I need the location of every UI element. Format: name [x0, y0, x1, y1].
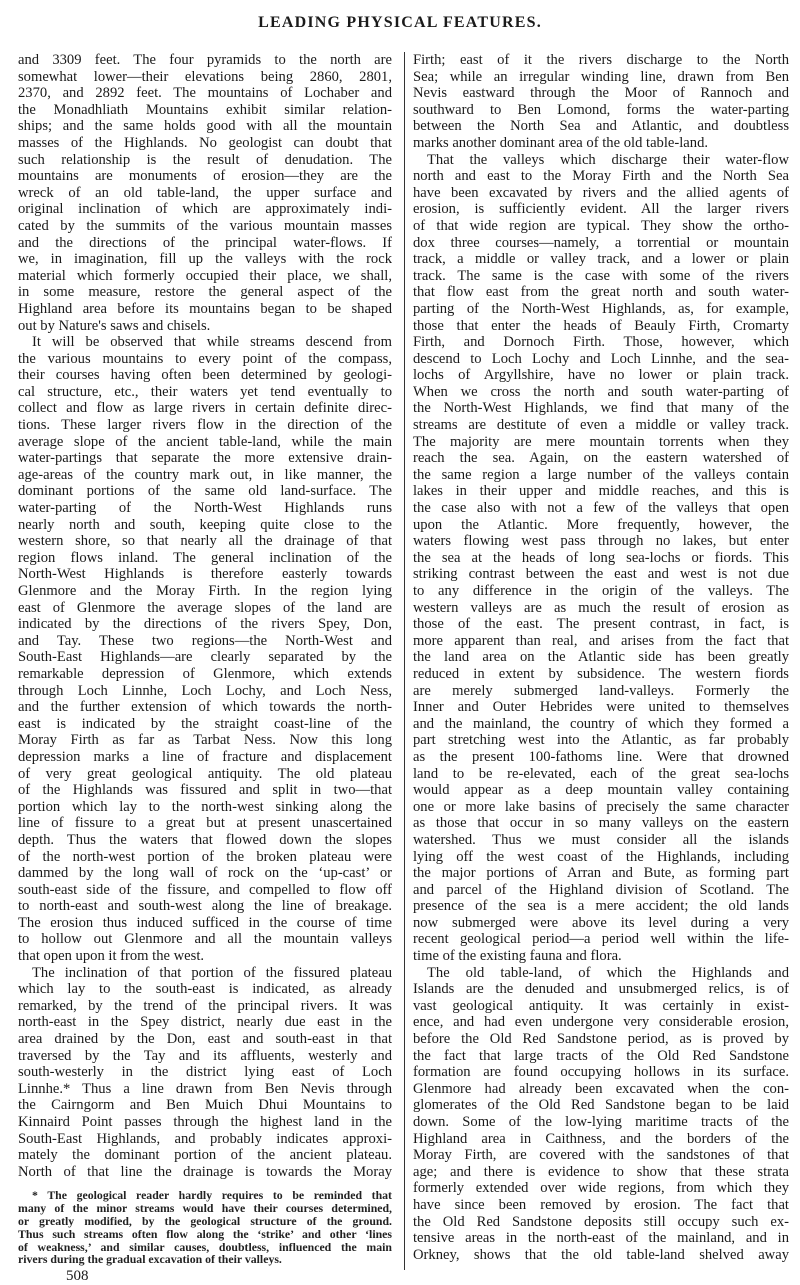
text-line: ence, and had even undergone very considerable erosion,: [413, 1014, 789, 1031]
text-line: dammed by the long wall of rock on the ‘up-cast’ or: [18, 865, 392, 882]
text-line: southward to Ben Lomond, forms the water-parting: [413, 101, 789, 118]
text-line: South-East Highlands, and probably indicates approxi-: [18, 1130, 392, 1147]
text-line: The inclination of that portion of the fissured plateau: [32, 964, 392, 981]
footnote-line: or greatly modified, by the geological structure of the ground.: [18, 1214, 392, 1228]
text-line: reduced in extent by subsidence. The western fiords: [413, 665, 789, 682]
text-line: somewhat lower—their elevations being 2860, 2801,: [18, 68, 392, 85]
text-line: striking contrast between the east and west is not due: [413, 566, 789, 583]
text-line: 2370, and 2892 feet. The mountains of Lochaber and: [18, 85, 392, 102]
text-line: and Tay. These two regions—the North-West and: [18, 632, 392, 649]
text-line: tensive areas in the north-east of the mainland, and in: [413, 1230, 789, 1247]
text-line: time of the existing fauna and flora.: [413, 948, 622, 965]
paragraph: [413, 52, 789, 152]
text-line: of the Highlands was fissured and split in two—that: [18, 782, 392, 799]
text-line: the Cairngorm and Ben Muich Dhui Mountains to: [18, 1097, 392, 1114]
text-line: which lay to the south-east is indicated, as already: [18, 981, 392, 998]
running-header: LEADING PHYSICAL FEATURES.: [258, 14, 542, 31]
text-line: south-westerly in the district lying east of Loch: [18, 1064, 392, 1081]
text-line: The erosion thus induced sufficed in the course of time: [18, 914, 392, 931]
text-line: more apparent than real, and arises from the fact that: [413, 632, 789, 649]
text-line: down. Some of the low-lying maritime tracts of the: [413, 1114, 789, 1130]
text-line: and the further extension of which towards the north-: [18, 699, 392, 716]
text-line: before the Old Red Sandstone period, as is proved by: [413, 1031, 789, 1048]
text-line: Glenmore had already been excavated when the con-: [413, 1080, 789, 1097]
text-line: average slope of the ancient table-land, while the main: [18, 433, 392, 450]
text-line: tions. These larger rivers flow in the direction of the: [18, 417, 392, 434]
text-line: line of fissure to a great but at present unascertained: [18, 815, 392, 832]
text-line: Firth; east of it the rivers discharge to the North: [413, 52, 789, 68]
text-line: mountains are monuments of erosion—they are the: [18, 168, 392, 185]
text-line: cated by the summits of the various mountain masses: [18, 217, 392, 234]
text-line: lakes in their upper and middle reaches, and this is: [413, 483, 789, 500]
text-line: Firth, and Dornoch Firth. Those, however, which: [413, 334, 789, 351]
text-line: South-East Highlands—are clearly separated by the: [18, 649, 392, 666]
text-line: between the North Sea and Atlantic, and doubtless: [413, 118, 789, 135]
text-line: nearly north and south, keeping quite close to the: [18, 516, 392, 533]
text-line: Nevis eastward through the Moor of Rannoch and: [413, 85, 789, 102]
text-line: have since been removed by erosion. The fact that: [413, 1196, 789, 1213]
text-line: Moray Firth, are covered with the sandstones of that: [413, 1147, 789, 1164]
text-line: and parcel of the Highland division of Scotland. The: [413, 881, 789, 898]
text-line: original inclination of which are approximately indi-: [18, 201, 392, 218]
text-line: lying off the west coast of the Highlands, including: [413, 848, 789, 865]
text-line: to north-east and south-west along the line of breakage.: [18, 898, 392, 915]
text-line: out by Nature's saws and chisels.: [18, 317, 211, 334]
left-column: [18, 52, 392, 1180]
text-line: the sea at the heads of long sea-lochs or fiords. This: [413, 549, 789, 566]
text-line: Moray Firth as far as Tarbat Ness. Now this long: [18, 732, 392, 749]
footnote-line: of weakness,’ and similar causes, doubtless, influenced the main: [18, 1240, 392, 1254]
paragraph: [18, 52, 392, 334]
text-line: south-east side of the fissure, and compelled to flow off: [18, 881, 392, 898]
text-line: the North-West Highlands, we find that many of the: [413, 400, 789, 417]
text-line: traversed by the Tay and its affluents, westerly and: [18, 1047, 392, 1064]
text-line: vast geological antiquity. It was certainly in exist-: [413, 997, 789, 1014]
text-line: depth. Thus the waters that flowed down the slopes: [18, 831, 392, 848]
text-line: Highland area in Caithness, and the borders of the: [413, 1130, 789, 1147]
text-line: water-parting of the North-West Highlands runs: [18, 500, 392, 517]
text-line: erosion, is sufficiently evident. All the larger rivers: [413, 201, 789, 218]
text-line: now submerged were above its level during a very: [413, 914, 789, 931]
text-line: those that enter the heads of Beauly Firth, Cromarty: [413, 317, 789, 334]
text-line: water-partings that separate the more extensive drain-: [18, 450, 392, 467]
text-line: in some measure, restore the general aspect of the: [18, 284, 392, 301]
page-number: 508: [66, 1268, 89, 1284]
text-line: age-areas of the country mark out, in like manner, the: [18, 466, 392, 483]
text-line: east is indicated by the straight coast-line of the: [18, 715, 392, 732]
footnote-line: rivers during the gradual excavation of their valleys.: [18, 1253, 282, 1267]
text-line: reach the sea. Again, on the eastern watershed of: [413, 450, 789, 467]
text-line: descend to Loch Lochy and Loch Linnhe, and the sea-: [413, 350, 789, 367]
text-line: It will be observed that while streams descend from: [32, 334, 392, 351]
text-line: That the valleys which discharge their water-flow: [427, 151, 789, 168]
text-line: cal structure, etc., their waters yet tend eventually to: [18, 383, 392, 400]
text-line: and 3309 feet. The four pyramids to the north are: [18, 52, 392, 68]
text-line: formerly extended over wide regions, from which they: [413, 1180, 789, 1197]
text-line: those of the east. The present contrast, in fact, is: [413, 616, 789, 633]
text-line: age; and there is evidence to show that these strata: [413, 1163, 789, 1180]
text-line: of very great geological antiquity. The old plateau: [18, 765, 392, 782]
text-line: western shore, so that nearly all the drainage of that: [18, 533, 392, 550]
column-divider: [404, 52, 405, 1270]
text-line: remarked, by the trend of the principal rivers. It was: [18, 997, 392, 1014]
footnote-line: * The geological reader hardly requires to be reminded that: [32, 1189, 392, 1202]
footnote-line: Thus such streams often flow along the ‘strike’ and other ‘lines: [18, 1227, 392, 1241]
text-line: are merely submerged land-valleys. Formerly the: [413, 682, 789, 699]
text-line: western valleys are as much the result of erosion as: [413, 599, 789, 616]
text-line: as the present 100-fathoms line. Were that drowned: [413, 748, 789, 765]
text-line: that open upon it from the west.: [18, 948, 205, 965]
footnote-line: many of the minor streams would have their courses determined,: [18, 1201, 392, 1215]
text-line: area drained by the Don, east and south-east in that: [18, 1031, 392, 1048]
text-line: material which formerly occupied their place, we shall,: [18, 267, 392, 284]
text-line: track. The same is the case with some of the rivers: [413, 267, 789, 284]
text-line: collect and flow as large rivers in certain definite direc-: [18, 400, 392, 417]
text-line: the fact that large tracts of the Old Red Sandstone: [413, 1047, 789, 1064]
text-line: have been excavated by rivers and the allied agents of: [413, 184, 789, 201]
text-line: parting of the North-West Highlands, as, for example,: [413, 300, 789, 317]
text-line: North-West Highlands is therefore easterly towards: [18, 566, 392, 583]
text-line: upon the Atlantic. More frequently, however, the: [413, 516, 789, 533]
text-line: wreck of an old table-land, the upper surface and: [18, 184, 392, 201]
text-line: part stretching west into the Atlantic, as far probably: [413, 732, 789, 749]
text-line: north-east in the Spey district, nearly due east in the: [18, 1014, 392, 1031]
text-line: marks another dominant area of the old table-land.: [413, 134, 709, 151]
text-line: the case also with not a few of the valleys that open: [413, 500, 789, 517]
text-line: Kinnaird Point passes through the highest land in the: [18, 1114, 392, 1130]
text-line: that flow east from the great north and south water-: [413, 284, 789, 301]
text-line: masses of the Highlands. No geologist can doubt that: [18, 134, 392, 151]
text-line: Linnhe.* Thus a line drawn from Ben Nevis through: [18, 1080, 392, 1097]
text-line: such relationship is the result of denudation. The: [18, 151, 392, 168]
text-line: the land area on the Atlantic side has been greatly: [413, 649, 789, 666]
text-line: their courses having often been determined by geologi-: [18, 367, 392, 384]
text-line: the major portions of Arran and Bute, as forming part: [413, 865, 789, 882]
text-line: dominant portions of the same old land-surface. The: [18, 483, 392, 500]
paragraph: [18, 334, 392, 965]
text-line: mately the dominant portion of the ancient plateau.: [18, 1147, 392, 1164]
text-line: presence of the sea is a mere accident; the old lands: [413, 898, 789, 915]
text-line: The majority are mere mountain torrents when they: [413, 433, 789, 450]
text-line: to any difference in the origin of the valleys. The: [413, 583, 789, 599]
text-line: Glenmore and the Moray Firth. In the region lying: [18, 583, 392, 599]
text-line: and the directions of the principal water-flows. If: [18, 234, 392, 251]
text-line: When we cross the north and south water-parting of: [413, 383, 789, 400]
text-line: the Monadhliath Mountains exhibit similar relation-: [18, 101, 392, 118]
text-line: the same region a large number of the valleys contain: [413, 466, 789, 483]
footnote: [18, 1189, 392, 1266]
text-line: North of that line the drainage is towards the Moray: [18, 1163, 392, 1180]
text-line: the various mountains to every point of the compass,: [18, 350, 392, 367]
text-line: region flows inland. The general inclination of the: [18, 549, 392, 566]
right-column: [413, 52, 789, 1263]
text-line: streams are destitute of even a middle or valley track.: [413, 417, 789, 434]
text-line: the Old Red Sandstone deposits still occupy such ex-: [413, 1213, 789, 1230]
text-line: remarkable depression of Glenmore, which extends: [18, 665, 392, 682]
text-line: recent geological period—a period well within the life-: [413, 931, 789, 948]
paragraph: [413, 152, 789, 965]
text-line: waters flowing west pass through no lakes, but enter: [413, 533, 789, 550]
text-line: one or more lake basins of precisely the same character: [413, 798, 789, 815]
text-line: as those that occur in so many valleys on the eastern: [413, 815, 789, 832]
text-line: Islands are the denuded and unsubmerged relics, is of: [413, 981, 789, 998]
text-line: would appear as a deep mountain valley containing: [413, 782, 789, 799]
text-line: watershed. Thus we must consider all the islands: [413, 831, 789, 848]
text-line: The old table-land, of which the Highlands and: [427, 964, 789, 981]
text-line: east of Glenmore the average slopes of the land are: [18, 599, 392, 616]
text-line: depression marks a line of fracture and displacement: [18, 748, 392, 765]
text-line: portion which lay to the north-west sinking along the: [18, 798, 392, 815]
text-line: indicated by the directions of the rivers Spey, Don,: [18, 616, 392, 633]
text-line: and the mainland, the country of which they formed a: [413, 715, 789, 732]
text-line: ships; and the same holds good with all the mountain: [18, 118, 392, 135]
text-line: Highland area before its mountains began to be shaped: [18, 300, 392, 317]
text-line: of that wide region are typical. They show the ortho-: [413, 217, 789, 234]
text-line: glomerates of the Old Red Sandstone began to be laid: [413, 1097, 789, 1114]
text-line: track, a middle or valley track, and a lower or plain: [413, 251, 789, 268]
text-line: formation are found occupying hollows in its surface.: [413, 1064, 789, 1081]
text-line: lochs of Argyllshire, have no lower or plain track.: [413, 367, 789, 384]
paragraph: [18, 965, 392, 1181]
text-line: Orkney, shows that the old table-land shelved away: [413, 1246, 789, 1263]
text-line: Inner and Outer Hebrides were united to themselves: [413, 699, 789, 716]
text-line: north and east to the Moray Firth and the North Sea: [413, 168, 789, 185]
text-line: we, in imagination, fill up the valleys with the rock: [18, 251, 392, 268]
text-line: Sea; while an irregular winding line, drawn from Ben: [413, 68, 789, 85]
text-line: through Loch Linnhe, Loch Lochy, and Loch Ness,: [18, 682, 392, 699]
text-line: dox three courses—namely, a torrential or mountain: [413, 234, 789, 251]
text-line: land to be re-elevated, each of the great sea-lochs: [413, 765, 789, 782]
text-line: to hollow out Glenmore and all the mountain valleys: [18, 931, 392, 948]
text-line: of the north-west portion of the broken plateau were: [18, 848, 392, 865]
paragraph: [413, 965, 789, 1264]
